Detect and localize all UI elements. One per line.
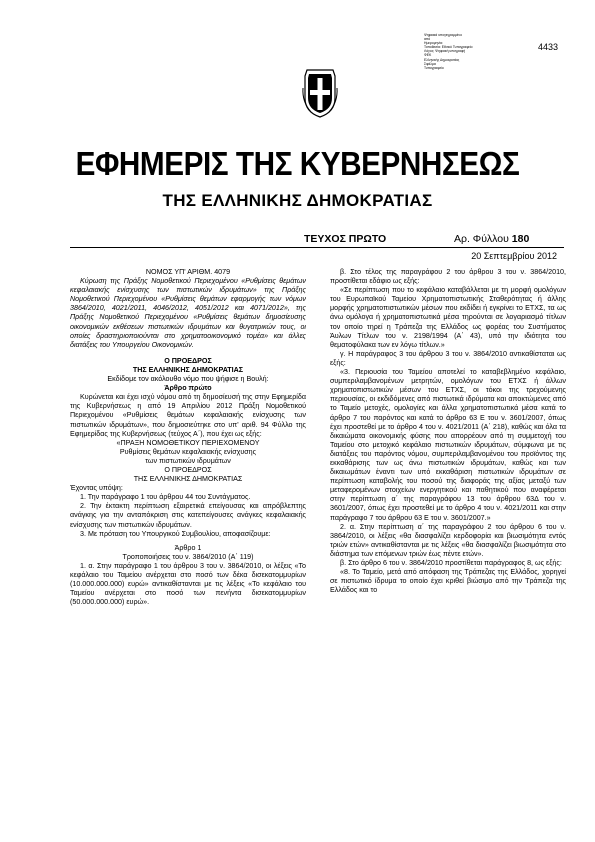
paragraph: 3. Με πρόταση του Υπουργικού Συμβουλίου, αποφασίζουμε: — [80, 529, 271, 538]
paragraph: 2. Την έκτακτη περίπτωση εξαιρετικά επείγουσας και απρόβλεπτης ανάγκης για την ανταπόκριση στις κατεπείγουσες ανάγκες κεφαλαιακής ενίσχυσης των πιστωτικών ιδρυμάτων. — [70, 502, 306, 529]
stamp-line: Ψηφιακά υπογεγραμμένο — [424, 33, 463, 37]
issue-label: ΤΕΥΧΟΣ ΠΡΩΤΟ — [304, 233, 387, 245]
paragraph: β. Στο άρθρο 6 του ν. 3864/2010 προστίθεται παράγραφος 8, ως εξής: — [340, 559, 562, 567]
stamp-line: Ημερομηνία: — [424, 41, 443, 46]
act-subheading-2: των πιστωτικών ιδρυμάτων — [145, 456, 231, 465]
law-summary: Κύρωση της Πράξης Νομοθετικού Περιεχομένου «Ρυθμίσεις θεμάτων κεφαλαιακής ενίσχυσης των πιστωτικών ιδρυμάτων» της Πράξης Νομοθετικού Περιεχομένου «Ρυθμίσεις θεμάτων εφαρμογής των νόμων 3864/2010, 4021/2011, 4046/2012, 4051/2012 και 4071/2012», της Πράξης Νομοθετικού Περιεχομένου «Ρυθμίσεις θεμάτων δημοσίευσης οικονομικών εκθέσεων πιστωτικών ιδρυμάτων και θυγατρικών τους, οι οποίες δραστηριοποιούνται στο χρηματοοικονομικό τομέα» και άλλες διατάξεις του Υπουργείου Οικονομικών. — [70, 277, 306, 349]
sheet-number — [454, 233, 529, 245]
right-column — [330, 268, 566, 595]
paragraph: Έχοντας υπόψη: — [70, 484, 123, 493]
act-subheading: Ρυθμίσεις θεμάτων κεφαλαιακής ενίσχυσης — [119, 447, 257, 456]
stamp-line: Σφάλμα — [424, 61, 436, 66]
enactment-text: Εκδίδομε τον ακόλουθο νόμο που ψήφισε η Βουλή: — [107, 375, 269, 384]
stamp-line: Τυπογραφείο — [424, 65, 444, 70]
left-column — [70, 268, 306, 607]
paragraph: 2. α. Στην περίπτωση α΄ της παραγράφου 2 του άρθρου 6 του ν. 3864/2010, οι λέξεις «θα διασφαλίζει κερδοφορία και βιωσιμότητα εντός τριών ετών» αντικαθίστανται με τις λέξεις «θα διασφαλίζει βιωσιμότητα στο διάστημα των επόμενων τριών έως πέντε ετών». — [330, 522, 566, 558]
gazette-title: ΕΦΗΜΕΡΙΣ ΤΗΣ ΚΥΒΕΡΝΗΣΕΩΣ — [75, 145, 520, 182]
page-number: 4433 — [538, 42, 559, 52]
paragraph: γ. Η παράγραφος 3 του άρθρου 3 του ν. 3864/2010 αντικαθίσταται ως εξής: — [330, 349, 566, 367]
sheet-value: 180 — [511, 233, 530, 245]
paragraph: β. Στο τέλος της παραγράφου 2 του άρθρου 3 του ν. 3864/2010, προστίθεται εδάφιο ως εξής: — [330, 268, 566, 286]
president-heading-2: ΤΗΣ ΕΛΛΗΝΙΚΗΣ ΔΗΜΟΚΡΑΤΙΑΣ — [133, 475, 243, 484]
stamp-line: Λόγος: Ψηφιακή υπογραφή — [424, 49, 466, 54]
article-subheading: Τροποποιήσεις του ν. 3864/2010 (Α΄ 119) — [122, 552, 254, 561]
paragraph: 1. α. Στην παράγραφο 1 του άρθρου 3 του ν. 3864/2010, οι λέξεις «Το κεφάλαιο του Ταμείου ανέρχεται στο ποσό των δέκα δισεκατομμυρίων (10.000.000.000) ευρώ» αντικαθίστανται με τις λέξεις «Το κεφάλαιο του Ταμείου ανέρχεται στο ποσό των πενήντα δισεκατομμυρίων (50.000.000.000) ευρώ». — [70, 561, 306, 607]
publication-date: 20 Σεπτεμβρίου 2012 — [471, 251, 557, 261]
stamp-line: από — [424, 37, 431, 42]
gazette-subtitle: ΤΗΣ ΕΛΛΗΝΙΚΗΣ ΔΗΜΟΚΡΑΤΙΑΣ — [162, 191, 433, 210]
article-heading: Άρθρο πρώτο — [164, 384, 212, 393]
president-heading-2: ΤΗΣ ΕΛΛΗΝΙΚΗΣ ΔΗΜΟΚΡΑΤΙΑΣ — [132, 365, 244, 374]
header-divider — [70, 247, 564, 248]
paragraph: «Σε περίπτωση που το κεφάλαιο καταβάλλεται με τη μορφή ομολόγων του Ευρωπαϊκού Ταμείου Χρηματοπιστωτικής Σταθερότητας ή άλλης μορφής χρηματοπιστωτικών μέσων που εκδίδει ή εγκρίνει το ΕΤΧΣ, τα ως άνω ομόλογα ή χρηματοπιστωτικά μέσα τηρούνται σε λογαριασμό τίτλων τον οποίο τηρεί η Τράπεζα της Ελλάδος ως φορέας του Συστήματος Άυλων Τίτλων του ν. 2198/1994 (Α΄ 43), υπό την ιδιότητα του θεματοφύλακα των εν λόγω τίτλων.» — [330, 286, 566, 349]
act-heading: «ΠΡΑΞΗ ΝΟΜΟΘΕΤΙΚΟΥ ΠΕΡΙΕΧΟΜΕΝΟΥ — [116, 438, 260, 447]
paragraph: 1. Την παράγραφο 1 του άρθρου 44 του Συντάγματος. — [80, 493, 251, 502]
paragraph: «3. Περιουσία του Ταμείου αποτελεί το καταβεβλημένο κεφάλαιο, συμπεριλαμβανομένων μετρητών, ομολόγων του ΕΤΧΣ ή άλλων χρηματοπιστωτικών μέσων του ΕΤΧΣ, οι τόκοι της τρεχούμενης περιουσίας, οι εκδιδόμενες από πιστωτικά ιδρύματα και αποκτώμενες από το Ταμείο μετοχές, ομολογίες και άλλα χρηματοπιστωτικά μέσα κατά το άρθρο 7 του παρόντος και κατά το άρθρο 63 Ε του ν. 3601/2007, όπως έχει προστεθεί με το άρθρο 4 του ν. 4021/2011 (Α΄ 218), καθώς και όλα τα δικαιώματα οικονομικής φύσης που απορρέουν από τη συμμετοχή του Ταμείου στο μετοχικό κεφάλαιο πιστωτικών ιδρυμάτων, σύμφωνα με τις διατάξεις του παρόντος νόμου, συμπεριλαμβανομένου του προϊόντος της εκκαθάρισης των ως άνω πιστωτικών ιδρυμάτων, καθώς και των δικαιωμάτων έναντι των υπό εκκαθάριση πιστωτικών ιδρυμάτων σε περίπτωση καταβολής του ποσού της διαφοράς της αξίας μεταξύ των μεταφερομένων στοιχείων ενεργητικού και παθητικού που αναφέρεται στην περίπτωση α΄ της παραγράφου 13 του άρθρου 63Δ του ν. 3601/2007, όπως έχει προστεθεί με το άρθρο 4 του ν. 4021/2011 και στην παράγραφο 7 του άρθρου 63 Ε του ν. 3601/2007.» — [330, 368, 566, 522]
greek-coat-of-arms-icon — [301, 68, 339, 118]
stamp-line: ΦΕΚ — [424, 53, 432, 58]
sheet-label: Αρ. Φύλλου — [454, 233, 509, 245]
paragraph: «8. Το Ταμείο, μετά από απόφαση της Τράπεζας της Ελλάδος, χορηγεί σε πιστωτικό ίδρυμα το οποίο έχει κριθεί βιώσιμο από την Τράπεζα της Ελλάδος και το — [330, 568, 566, 595]
paragraph: Κυρώνεται και έχει ισχύ νόμου από τη δημοσίευσή της στην Εφημερίδα της Κυβερνήσεως η από 19 Απριλίου 2012 Πράξη Νομοθετικού Περιεχομένου «Ρυθμίσεις θεμάτων κεφαλαιακής ενίσχυσης των πιστωτικών ιδρυμάτων», που δημοσιεύτηκε στο υπ' αριθ. 94 Φύλλο της Εφημερίδας της Κυβερνήσεως (τεύχος Α΄), που έχει ως εξής: — [70, 393, 306, 438]
president-heading: Ο ΠΡΟΕΔΡΟΣ — [164, 356, 212, 365]
president-heading: Ο ΠΡΟΕΔΡΟΣ — [164, 465, 212, 474]
article-heading: Άρθρο 1 — [174, 543, 202, 552]
digital-signature-stamp — [424, 33, 486, 70]
law-number: ΝΟΜΟΣ ΥΠ' ΑΡΙΘΜ. 4079 — [145, 268, 231, 276]
stamp-line: Τοποθεσία: Εθνικό Τυπογραφείο — [424, 45, 473, 50]
stamp-line: Ελληνικής Δημοκρατίας — [424, 57, 460, 62]
